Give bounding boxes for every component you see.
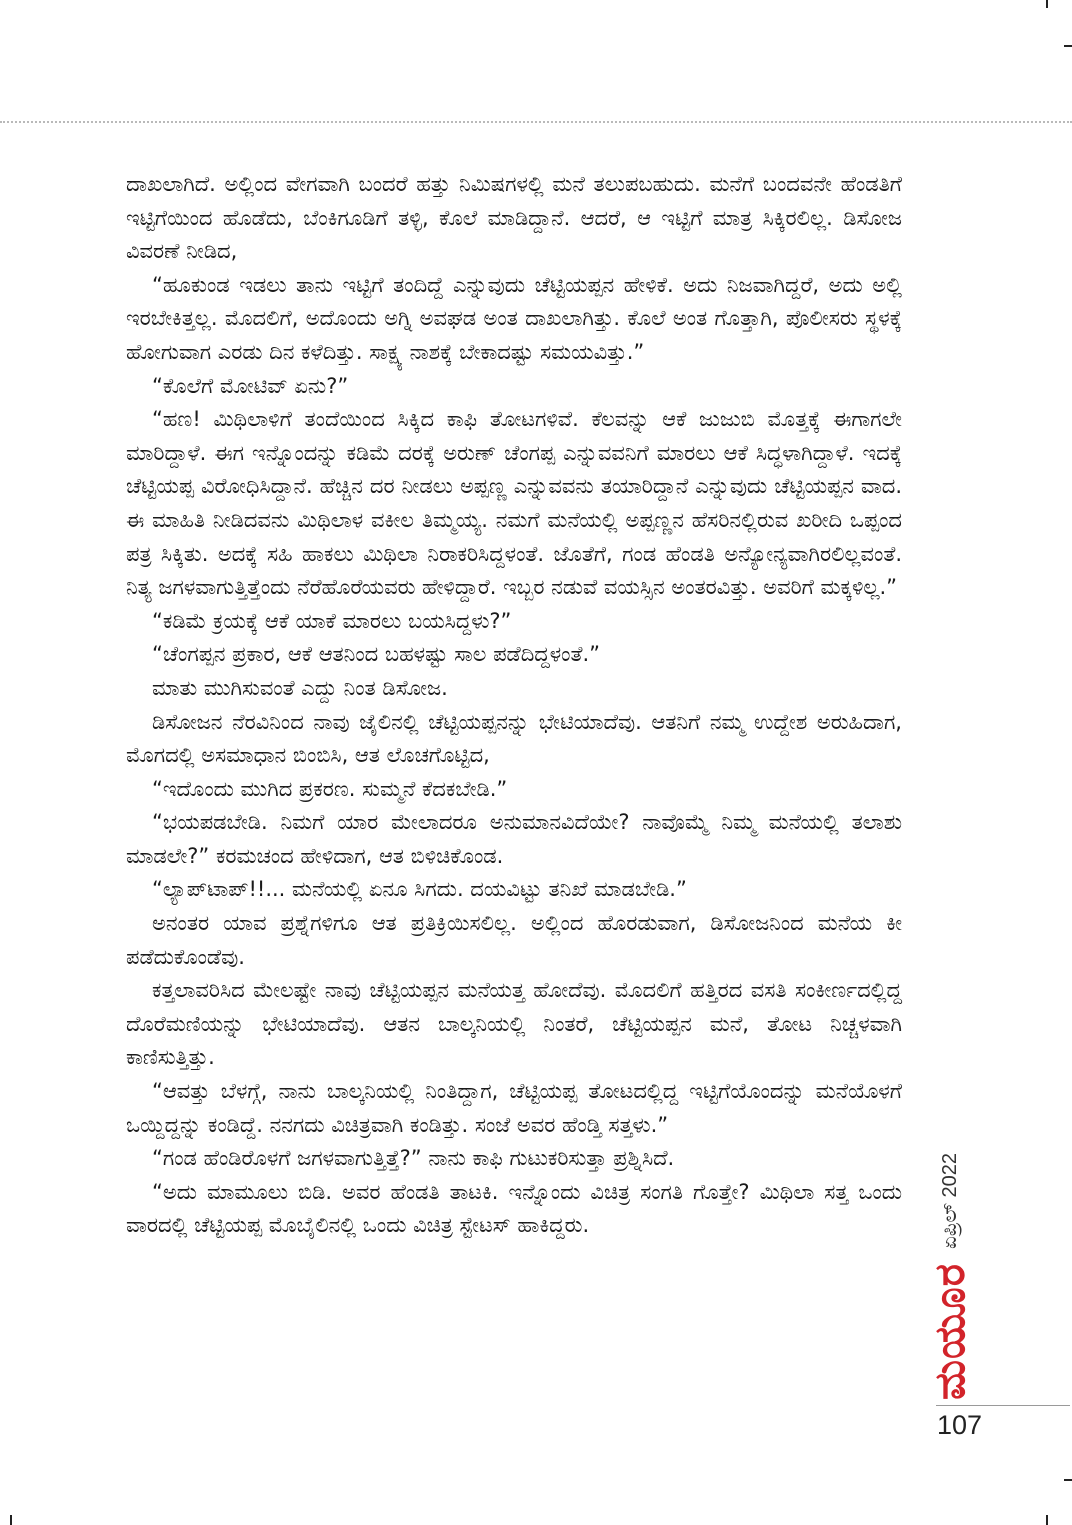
paragraph: “ಲ್ಯಾಪ್‌ಟಾಪ್!!... ಮನೆಯಲ್ಲಿ ಏನೂ ಸಿಗದು. ದಯವಿಟ್ಟು ತನಿಖೆ ಮಾಡಬೇಡಿ.” [152,877,687,902]
paragraph: ಡಿಸೋಜನ ನೆರವಿನಿಂದ ನಾವು ಜೈಲಿನಲ್ಲಿ ಚೆಟ್ಟಿಯಪ್ಪನನ್ನು ಭೇಟಿಯಾದೆವು. ಆತನಿಗೆ ನಮ್ಮ ಉದ್ದೇಶ ಅರುಹಿದಾಗ, ಮೊಗದಲ್ಲಿ ಅಸಮಾಧಾನ ಬಿಂಬಿಸಿ, ಆತ ಲೊಚಗೊಟ್ಟಿದ, [126,709,902,768]
page-number: 107 [937,1410,983,1440]
page-number-rule [936,1405,1070,1406]
paragraph: ಅನಂತರ ಯಾವ ಪ್ರಶ್ನೆಗಳಿಗೂ ಆತ ಪ್ರತಿಕ್ರಿಯಿಸಲಿಲ್ಲ. ಅಲ್ಲಿಂದ ಹೊರಡುವಾಗ, ಡಿಸೋಜನಿಂದ ಮನೆಯ ಕೀ ಪಡೆದುಕೊಂಡೆವು. [126,911,902,969]
paragraph: “ಕೊಲೆಗೆ ಮೋಟಿವ್ ಏನು?” [152,373,349,398]
paragraph: “ಭಯಪಡಬೇಡಿ. ನಿಮಗೆ ಯಾರ ಮೇಲಾದರೂ ಅನುಮಾನವಿದೆಯೇ? ನಾವೊಮ್ಮೆ ನಿಮ್ಮ ಮನೆಯಲ್ಲಿ ತಲಾಶು ಮಾಡಲೇ?” ಕರಮಚಂದ ಹೇಳಿದಾಗ, ಆತ ಬಿಳಿಚಿಕೊಂಡ. [126,810,902,868]
paragraph: “ಆವತ್ತು ಬೆಳಗ್ಗೆ, ನಾನು ಬಾಲ್ಕನಿಯಲ್ಲಿ ನಿಂತಿದ್ದಾಗ, ಚೆಟ್ಟಿಯಪ್ಪ ತೋಟದಲ್ಲಿದ್ದ ಇಟ್ಟಿಗೆಯೊಂದನ್ನು ಮನೆಯೊಳಗೆ ಒಯ್ದಿದ್ದನ್ನು ಕಂಡಿದ್ದೆ. ನನಗದು ವಿಚಿತ್ರವಾಗಿ ಕಂಡಿತ್ತು. ಸಂಜೆ ಅವರ ಹೆಂಡ್ತಿ ಸತ್ತಳು.” [126,1079,902,1137]
article-body [126,168,902,1243]
paragraph: ಕತ್ತಲಾವರಿಸಿದ ಮೇಲಷ್ಟೇ ನಾವು ಚೆಟ್ಟಿಯಪ್ಪನ ಮನೆಯತ್ತ ಹೋದೆವು. ಮೊದಲಿಗೆ ಹತ್ತಿರದ ವಸತಿ ಸಂಕೀರ್ಣದಲ್ಲಿದ್ದ ದೊರೆಮಣಿಯನ್ನು ಭೇಟಿಯಾದೆವು. ಆತನ ಬಾಲ್ಕನಿಯಲ್ಲಿ ನಿಂತರೆ, ಚೆಟ್ಟಿಯಪ್ಪನ ಮನೆ, ತೋಟ ನಿಚ್ಚಳವಾಗಿ ಕಾಣಿಸುತ್ತಿತ್ತು. [126,978,902,1070]
paragraph: ಮಾತು ಮುಗಿಸುವಂತೆ ಎದ್ದು ನಿಂತ ಡಿಸೋಜ. [152,675,448,700]
paragraph: “ಅದು ಮಾಮೂಲು ಬಿಡಿ. ಅವರ ಹೆಂಡತಿ ತಾಟಕಿ. ಇನ್ನೊಂದು ವಿಚಿತ್ರ ಸಂಗತಿ ಗೊತ್ತೇ? ಮಿಥಿಲಾ ಸತ್ತ ಒಂದು ವಾರದಲ್ಲಿ ಚೆಟ್ಟಿಯಪ್ಪ ಮೊಬೈಲಿನಲ್ಲಿ ಒಂದು ವಿಚಿತ್ರ ಸ್ಟೇಟಸ್ ಹಾಕಿದ್ದರು. [126,1179,902,1238]
paragraph: “ಗಂಡ ಹೆಂಡಿರೊಳಗೆ ಜಗಳವಾಗುತ್ತಿತ್ತೆ?” ನಾನು ಕಾಫಿ ಗುಟುಕರಿಸುತ್ತಾ ಪ್ರಶ್ನಿಸಿದೆ. [152,1146,675,1171]
crop-mark-right-upper [1064,45,1072,47]
paragraph: “ಇದೊಂದು ಮುಗಿದ ಪ್ರಕರಣ. ಸುಮ್ಮನೆ ಕೆದಕಬೇಡಿ.” [152,776,508,801]
header-dotted-rule [0,121,1072,123]
paragraph: “ಚೆಂಗಪ್ಪನ ಪ್ರಕಾರ, ಆಕೆ ಆತನಿಂದ ಬಹಳಷ್ಟು ಸಾಲ ಪಡೆದಿದ್ದಳಂತೆ.” [152,642,601,667]
paragraph: ದಾಖಲಾಗಿದೆ. ಅಲ್ಲಿಂದ ವೇಗವಾಗಿ ಬಂದರೆ ಹತ್ತು ನಿಮಿಷಗಳಲ್ಲಿ ಮನೆ ತಲುಪಬಹುದು. ಮನೆಗೆ ಬಂದವನೇ ಹೆಂಡತಿಗೆ ಇಟ್ಟಿಗೆಯಿಂದ ಹೊಡೆದು, ಬೆಂಕಿಗೂಡಿಗೆ ತಳ್ಳಿ, ಕೊಲೆ ಮಾಡಿದ್ದಾನೆ. ಆದರೆ, ಆ ಇಟ್ಟಿಗೆ ಮಾತ್ರ ಸಿಕ್ಕಿರಲಿಲ್ಲ. ಡಿಸೋಜ ವಿವರಣೆ ನೀಡಿದ, [126,172,902,264]
crop-mark-top-right [1046,0,1048,8]
crop-mark-right-lower [1064,1479,1072,1481]
paragraph: “ಕಡಿಮೆ ಕ್ರಯಕ್ಕೆ ಆಕೆ ಯಾಕೆ ಮಾರಲು ಬಯಸಿದ್ದಳು?” [152,608,512,633]
magazine-side-label [921,1100,979,1400]
magazine-logo: ಮಯೂರ [925,1263,974,1400]
paragraph: “ಹಣ! ಮಿಥಿಲಾಳಿಗೆ ತಂದೆಯಿಂದ ಸಿಕ್ಕಿದ ಕಾಫಿ ತೋಟಗಳಿವೆ. ಕೆಲವನ್ನು ಆಕೆ ಜುಜುಬಿ ಮೊತ್ತಕ್ಕೆ ಈಗಾಗಲೇ ಮಾರಿದ್ದಾಳೆ. ಈಗ ಇನ್ನೊಂದನ್ನು ಕಡಿಮೆ ದರಕ್ಕೆ ಅರುಣ್ ಚೆಂಗಪ್ಪ ಎನ್ನುವವನಿಗೆ ಮಾರಲು ಆಕೆ ಸಿದ್ಧಳಾಗಿದ್ದಾಳೆ. ಇದಕ್ಕೆ ಚೆಟ್ಟಿಯಪ್ಪ ವಿರೋಧಿಸಿದ್ದಾನೆ. ಹೆಚ್ಚಿನ ದರ ನೀಡಲು ಅಪ್ಪಣ್ಣ ಎನ್ನುವವನು ತಯಾರಿದ್ದಾನೆ ಎನ್ನುವುದು ಚೆಟ್ಟಿಯಪ್ಪನ ವಾದ. ಈ ಮಾಹಿತಿ ನೀಡಿದವನು ಮಿಥಿಲಾಳ ವಕೀಲ ತಿಮ್ಮಯ್ಯ. ನಮಗೆ ಮನೆಯಲ್ಲಿ ಅಪ್ಪಣ್ಣನ ಹೆಸರಿನಲ್ಲಿರುವ ಖರೀದಿ ಒಪ್ಪಂದ ಪತ್ರ ಸಿಕ್ಕಿತು. ಅದಕ್ಕೆ ಸಹಿ ಹಾಕಲು ಮಿಥಿಲಾ ನಿರಾಕರಿಸಿದ್ದಳಂತೆ. ಜೊತೆಗೆ, ಗಂಡ ಹೆಂಡತಿ ಅನ್ಯೋನ್ಯವಾಗಿರಲಿಲ್ಲವಂತೆ. ನಿತ್ಯ ಜಗಳವಾಗುತ್ತಿತ್ತೆಂದು ನೆರೆಹೊರೆಯವರು ಹೇಳಿದ್ದಾರೆ. ಇಬ್ಬರ ನಡುವೆ ವಯಸ್ಸಿನ ಅಂತರವಿತ್ತು. ಅವರಿಗೆ ಮಕ್ಕಳಿಲ್ಲ.” [126,407,902,600]
crop-mark-bottom-right [1046,1515,1048,1525]
crop-mark-bottom-left [10,1515,12,1525]
paragraph: “ಹೂಕುಂಡ ಇಡಲು ತಾನು ಇಟ್ಟಿಗೆ ತಂದಿದ್ದೆ ಎನ್ನುವುದು ಚೆಟ್ಟಿಯಪ್ಪನ ಹೇಳಿಕೆ. ಅದು ನಿಜವಾಗಿದ್ದರೆ, ಅದು ಅಲ್ಲಿ ಇರಬೇಕಿತ್ತಲ್ಲ. ಮೊದಲಿಗೆ, ಅದೊಂದು ಅಗ್ನಿ ಅವಘಡ ಅಂತ ದಾಖಲಾಗಿತ್ತು. ಕೊಲೆ ಅಂತ ಗೊತ್ತಾಗಿ, ಪೊಲೀಸರು ಸ್ಥಳಕ್ಕೆ ಹೋಗುವಾಗ ಎರಡು ದಿನ ಕಳೆದಿತ್ತು. ಸಾಕ್ಷ್ಯ ನಾಶಕ್ಕೆ ಬೇಕಾದಷ್ಟು ಸಮಯವಿತ್ತು.” [126,272,902,364]
issue-date: ಏಪ್ರಿಲ್ 2022 [938,1152,961,1250]
